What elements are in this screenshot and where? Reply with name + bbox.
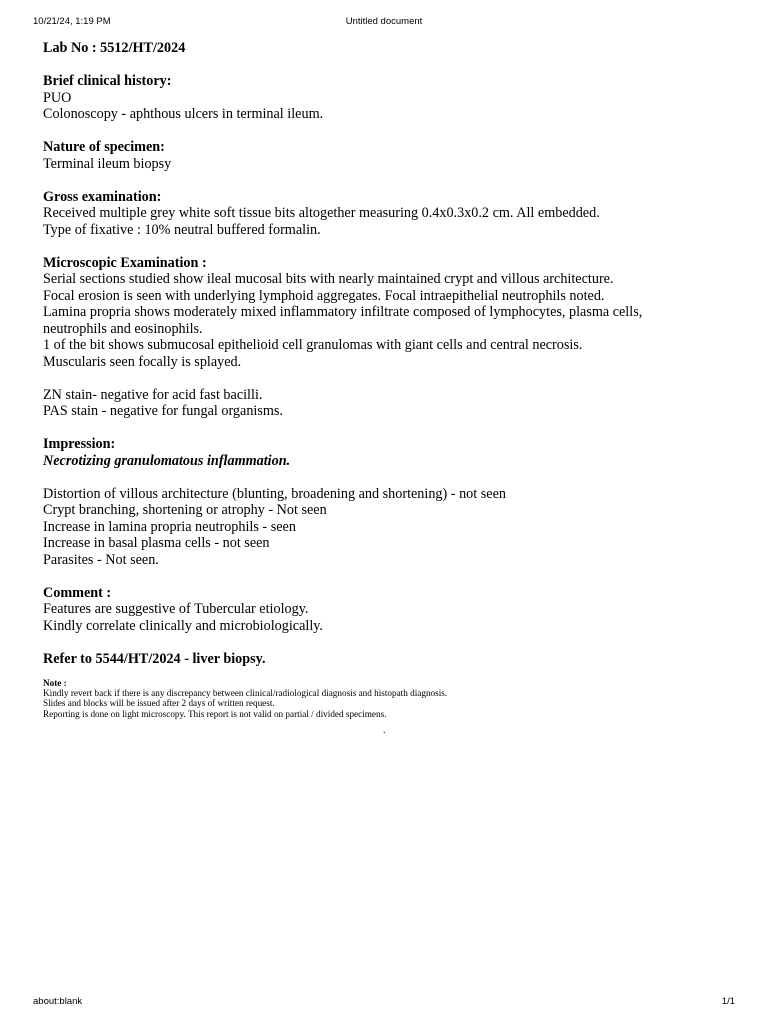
gross-line: Received multiple grey white soft tissue bits altogether measuring 0.4x0.3x0.2 cm. All embedded. — [43, 205, 600, 221]
lab-number: Lab No : 5512/HT/2024 — [43, 40, 186, 56]
note-line: Slides and blocks will be issued after 2 days of written request. — [43, 698, 275, 709]
stain-result: ZN stain- negative for acid fast bacilli. — [43, 386, 263, 403]
note-line: Kindly revert back if there is any discrepancy between clinical/radiological diagnosis and histopath diagnosis. — [43, 688, 448, 699]
gross-line: Type of fixative : 10% neutral buffered formalin. — [43, 221, 321, 238]
print-footer — [0, 996, 768, 1010]
impression-heading: Impression: — [43, 436, 116, 452]
impression-diagnosis: Necrotizing granulomatous inflammation. — [43, 452, 291, 469]
comment-heading: Comment : — [43, 584, 112, 601]
impression-finding: Increase in lamina propria neutrophils - seen — [43, 518, 296, 535]
microscopic-line: Focal erosion is seen with underlying lymphoid aggregates. Focal intraepithelial neutrophils noted. — [43, 287, 605, 304]
print-header — [0, 16, 768, 30]
print-page-number: 1/1 — [721, 996, 735, 1007]
gross-heading: Gross examination: — [43, 188, 162, 205]
microscopic-line: Serial sections studied show ileal mucosal bits with nearly maintained crypt and villous architecture. — [43, 271, 614, 287]
print-document-title: Untitled document — [345, 16, 423, 27]
specimen-line: Terminal ileum biopsy — [43, 155, 172, 172]
print-datetime: 10/21/24, 1:19 PM — [33, 16, 111, 27]
pathology-report — [43, 40, 733, 719]
microscopic-heading: Microscopic Examination : — [43, 254, 207, 271]
specimen-heading: Nature of specimen: — [43, 139, 165, 155]
impression-finding: Crypt branching, shortening or atrophy - Not seen — [43, 502, 327, 518]
stain-result: PAS stain - negative for fungal organisms. — [43, 403, 283, 419]
clinical-history-heading: Brief clinical history: — [43, 73, 172, 89]
comment-line: Features are suggestive of Tubercular etiology. — [43, 601, 309, 617]
refer-line: Refer to 5544/HT/2024 - liver biopsy. — [43, 650, 266, 667]
clinical-history-line: Colonoscopy - aphthous ulcers in terminal ileum. — [43, 106, 324, 122]
report-note — [43, 678, 733, 719]
impression-finding: Distortion of villous architecture (blunting, broadening and shortening) - not seen — [43, 485, 506, 502]
clinical-history-line: PUO — [43, 89, 72, 106]
microscopic-line: neutrophils and eosinophils. — [43, 320, 203, 337]
note-heading: Note : — [43, 678, 67, 688]
end-mark: . — [383, 725, 386, 736]
print-url: about:blank — [33, 996, 83, 1007]
impression-finding: Increase in basal plasma cells - not seen — [43, 535, 270, 551]
comment-line: Kindly correlate clinically and microbiologically. — [43, 617, 323, 634]
impression-finding: Parasites - Not seen. — [43, 551, 159, 568]
microscopic-line: Muscularis seen focally is splayed. — [43, 353, 242, 370]
note-line: Reporting is done on light microscopy. This report is not valid on partial / divided specimens. — [43, 708, 387, 719]
microscopic-line: Lamina propria shows moderately mixed inflammatory infiltrate composed of lymphocytes, plasma cells, — [43, 304, 643, 320]
microscopic-line: 1 of the bit shows submucosal epithelioid cell granulomas with giant cells and central necrosis. — [43, 337, 583, 353]
